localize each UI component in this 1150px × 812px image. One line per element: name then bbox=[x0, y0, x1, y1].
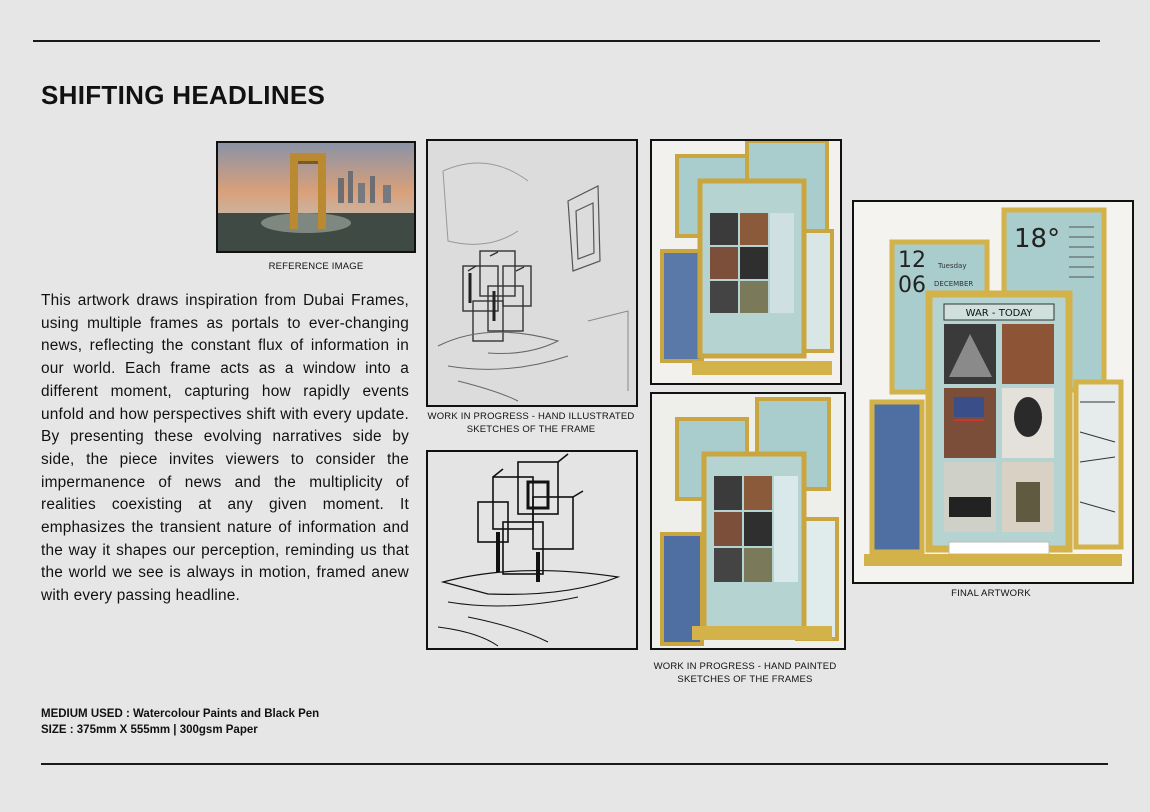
artwork-temperature: 18° bbox=[1014, 224, 1061, 254]
ink-sketch-image bbox=[426, 450, 638, 650]
final-artwork-image bbox=[852, 200, 1134, 584]
medium-used: MEDIUM USED : Watercolour Paints and Black Pen bbox=[41, 708, 320, 720]
page-title: SHIFTING HEADLINES bbox=[41, 80, 326, 110]
painted-caption: WORK IN PROGRESS - HAND PAINTED SKETCHES OF THE FRAMES bbox=[653, 661, 837, 685]
artwork-description: This artwork draws inspiration from Dubai Frames, using multiple frames as portals to ever-changing news, reflecting the constant flux of information in our world. Each frame acts as a window into a different moment, capturing how rapidly events unfold and how perspectives shift with every update. By presenting these evolving narratives side by side, the piece invites viewers to consider the impermanence of news and the multiplicity of realities coexisting at any given moment. It emphasizes the transient nature of information and the way it shapes our perception, reminding us that the world we see is always in motion, framed anew with every passing headline. bbox=[41, 292, 409, 605]
reference-caption: REFERENCE IMAGE bbox=[268, 261, 364, 272]
artwork-date-month: 06 bbox=[898, 273, 926, 298]
reference-image bbox=[216, 141, 416, 253]
artwork-size: SIZE : 375mm X 555mm | 300gsm Paper bbox=[41, 724, 258, 736]
bottom-rule bbox=[41, 763, 1108, 765]
pencil-sketch-image bbox=[426, 139, 638, 407]
painted-sketch-image-1 bbox=[650, 139, 842, 385]
artwork-month-name: DECEMBER bbox=[934, 280, 974, 288]
artwork-weekday: Tuesday bbox=[938, 262, 967, 270]
top-rule bbox=[33, 40, 1100, 42]
artwork-banner: WAR - TODAY bbox=[965, 308, 1033, 319]
painted-sketch-image-2 bbox=[650, 392, 846, 650]
artwork-date-day: 12 bbox=[898, 248, 926, 273]
sketches-caption: WORK IN PROGRESS - HAND ILLUSTRATED SKETCHES OF THE FRAME bbox=[427, 411, 635, 435]
final-caption: FINAL ARTWORK bbox=[951, 588, 1031, 599]
